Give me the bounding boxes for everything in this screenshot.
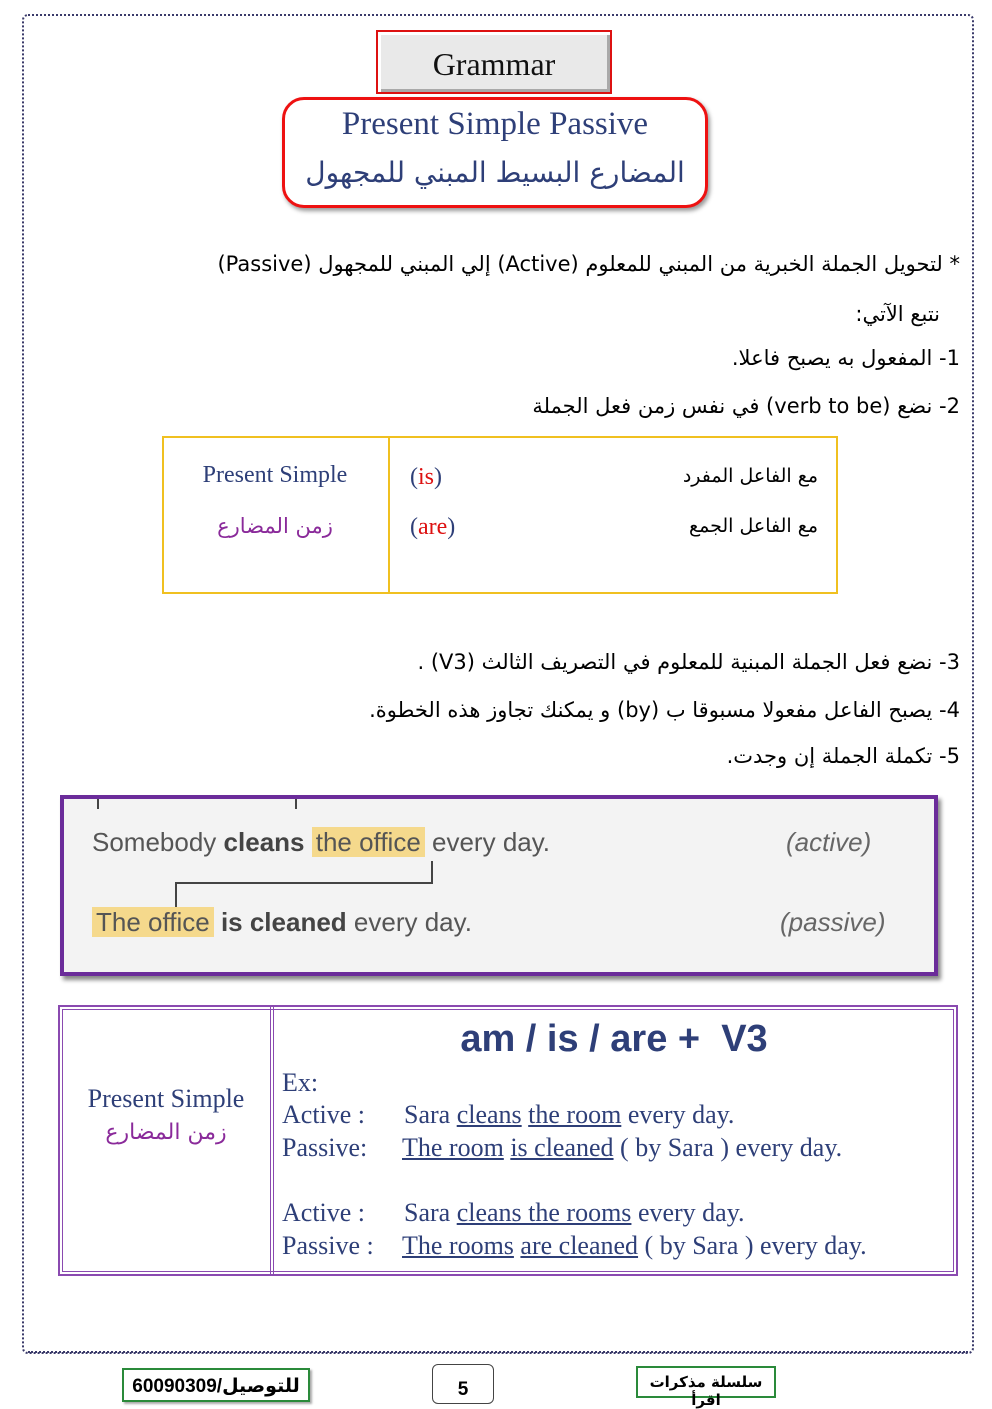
active-tag: (active) <box>786 827 872 857</box>
footer-phone-box <box>122 1368 310 1402</box>
table1-tense-en: Present Simple <box>202 462 348 488</box>
page-number: 5 <box>457 1379 469 1400</box>
passive-tag: (passive) <box>780 907 886 937</box>
page-number-box <box>432 1364 494 1404</box>
table1-row1-arabic: مع الفاعل المفرد <box>682 465 818 487</box>
step-2: 2- نضع (verb to be) في نفس زمن فعل الجملة <box>532 394 960 418</box>
title-box <box>282 97 708 208</box>
table1-row2-arabic: مع الفاعل الجمع <box>689 515 818 537</box>
table1-row2-verb: (are) <box>410 514 456 540</box>
footer-series: سلسلة مذكرات اقرأ <box>649 1373 763 1409</box>
example1-passive: Passive: The room is cleaned ( by Sara ) every day. <box>282 1133 843 1162</box>
footer-phone: 60090309/للتوصيل <box>132 1376 300 1397</box>
footer-divider <box>28 1351 968 1353</box>
title-arabic: المضارع البسيط المبني للمجهول <box>305 156 685 189</box>
example2-active: Active : Sara cleans the rooms every day. <box>282 1198 745 1227</box>
title-english: Present Simple Passive <box>341 106 649 142</box>
table1-row1-verb: (is) <box>410 464 443 490</box>
footer-series-box <box>636 1366 776 1409</box>
active-sentence: Somebody cleans the office every day. <box>92 827 551 857</box>
table2-tense-ar: زمن المضارع <box>105 1120 227 1145</box>
passive-sentence: The office is cleaned every day. <box>92 907 472 938</box>
table2-tense-en: Present Simple <box>87 1084 245 1113</box>
step-4: 4- يصبح الفاعل مفعولا مسبوقا ب (by) و يمكنك تجاوز هذه الخطوة. <box>369 698 960 722</box>
table-divider <box>388 436 390 594</box>
intro-line-2: نتبع الآتي: <box>855 302 940 326</box>
connector-lines <box>64 799 934 972</box>
ex-label: Ex: <box>282 1068 319 1097</box>
example2-passive: Passive : The rooms are cleaned ( by Sara ) every day. <box>282 1231 867 1260</box>
grammar-banner <box>376 30 612 94</box>
example1-active: Active : Sara cleans the room every day. <box>282 1100 735 1129</box>
step-5: 5- تكملة الجملة إن وجدت. <box>726 744 960 768</box>
grammar-banner-label: Grammar <box>432 46 556 82</box>
step-1: 1- المفعول به يصبح فاعلا. <box>731 346 960 370</box>
example-image <box>60 795 938 976</box>
passive-formula: am / is / are + V3 <box>460 1018 768 1060</box>
table1-tense-ar: زمن المضارع <box>217 514 333 538</box>
intro-line-1: * لتحويل الجملة الخبرية من المبني للمعلوم (Active) إلي المبني للمجهول (Passive) <box>217 252 960 276</box>
step-3: 3- نضع فعل الجملة المبنية للمعلوم في التصريف الثالث (V3) . <box>417 650 960 674</box>
